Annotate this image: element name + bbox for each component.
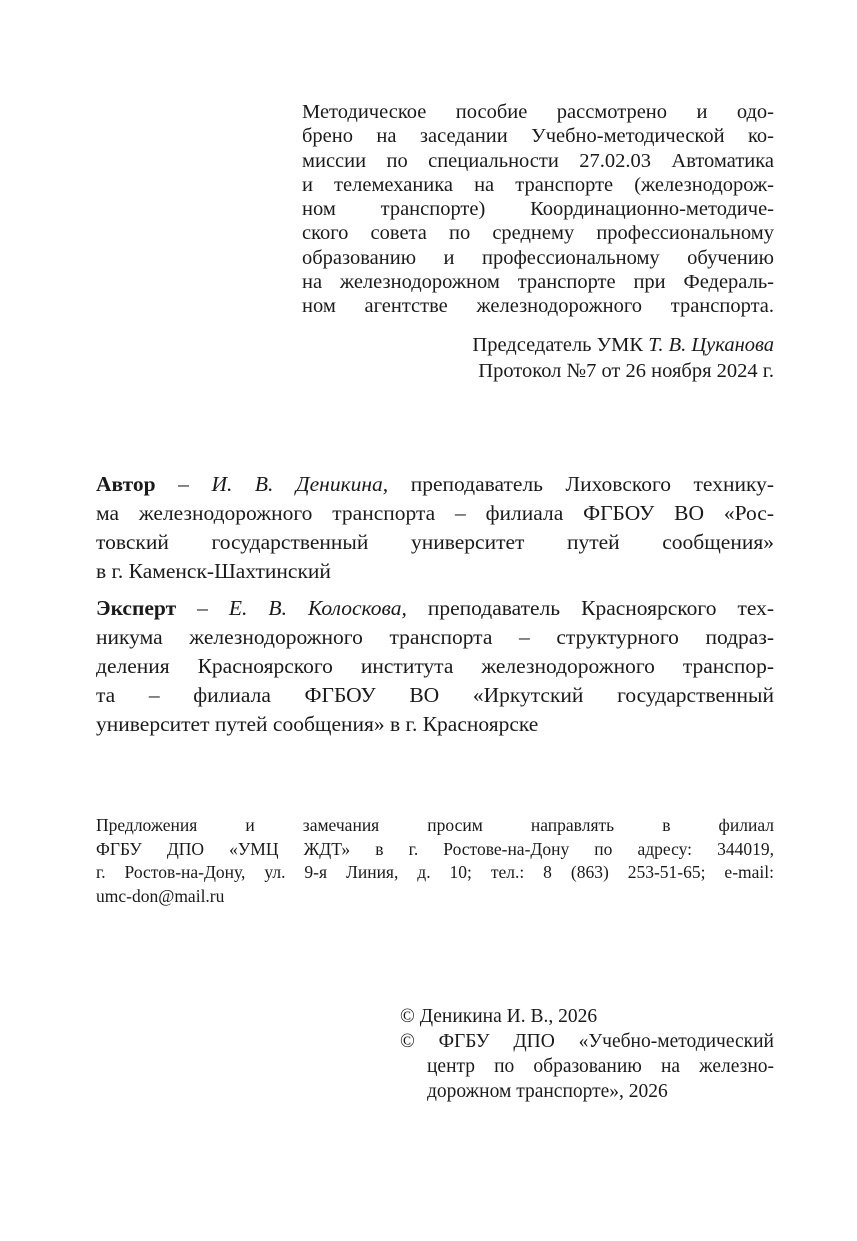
- expert-block: [96, 594, 774, 739]
- chair-prefix: Председатель УМК: [472, 334, 649, 356]
- approval-line: образованию и профессиональному обучению: [302, 246, 774, 269]
- author-line-1-rest: преподаватель Лиховского технику-: [388, 472, 775, 496]
- approval-line: брено на заседании Учебно-методической ко-: [302, 125, 774, 148]
- approval-line: на железнодорожном транспорте при Федераль-: [302, 271, 774, 294]
- copyright-publisher-line-1: © ФГБУ ДПО «Учебно-методический: [400, 1031, 774, 1052]
- chair-name: Т. В. Цуканова: [648, 334, 774, 356]
- copyright-author: © Деникина И. В., 2026: [400, 1006, 598, 1027]
- expert-dash: –: [176, 596, 229, 620]
- copyright-block: [400, 1004, 774, 1104]
- expert-label: Эксперт: [96, 596, 177, 620]
- contact-email: umc-don@mail.ru: [96, 885, 225, 906]
- expert-line-3: деления Красноярского института железнодорожного транспор-: [96, 654, 774, 678]
- committee-signature: [302, 332, 774, 384]
- author-line-1: [96, 470, 774, 499]
- suggestions-line: ФГБУ ДПО «УМЦ ЖДТ» в г. Ростове-на-Дону по адресу: 344019,: [96, 838, 774, 859]
- expert-line-5: университет путей сообщения» в г. Красноярске: [96, 712, 539, 736]
- approval-line: ского совета по среднему профессиональному: [302, 222, 774, 245]
- author-block: [96, 470, 774, 586]
- expert-name: Е. В. Колоскова,: [228, 596, 407, 620]
- chair-line: [302, 332, 774, 358]
- approval-line: миссии по специальности 27.02.03 Автоматика: [302, 149, 774, 172]
- author-line-3: товский государственный университет путей сообщения»: [96, 530, 774, 554]
- protocol-line: Протокол №7 от 26 ноября 2024 г.: [478, 360, 774, 382]
- expert-line-2: никума железнодорожного транспорта – структурного подраз-: [96, 625, 774, 649]
- copyright-publisher-line-3: дорожном транспорте», 2026: [427, 1081, 668, 1102]
- suggestions-line: г. Ростов-на-Дону, ул. 9-я Линия, д. 10; тел.: 8 (863) 253-51-65; e-mail:: [96, 862, 774, 882]
- expert-line-4: та – филиала ФГБОУ ВО «Иркутский государственный: [96, 683, 774, 707]
- approval-line: ном транспорте) Координационно-методиче-: [302, 198, 774, 221]
- expert-line-1: [96, 594, 774, 623]
- approval-statement: [302, 100, 774, 319]
- expert-line-1-rest: преподаватель Красноярского тех-: [406, 596, 775, 620]
- approval-line: и телемеханика на транспорте (железнодорож-: [302, 173, 774, 196]
- author-line-2: ма железнодорожного транспорта – филиала ФГБОУ ВО «Рос-: [96, 501, 774, 525]
- author-name: И. В. Деникина,: [211, 472, 389, 496]
- copyright-publisher-line-2: центр по образованию на железно-: [427, 1056, 774, 1077]
- suggestions-line: Предложения и замечания просим направлять в филиал: [96, 815, 774, 835]
- approval-line: Методическое пособие рассмотрено и одо-: [302, 101, 774, 123]
- author-label: Автор: [96, 472, 156, 496]
- author-dash: –: [155, 472, 212, 496]
- suggestions-block: [96, 814, 774, 908]
- approval-line: ном агентстве железнодорожного транспорта.: [302, 295, 774, 318]
- author-line-4: в г. Каменск-Шахтинский: [96, 559, 331, 583]
